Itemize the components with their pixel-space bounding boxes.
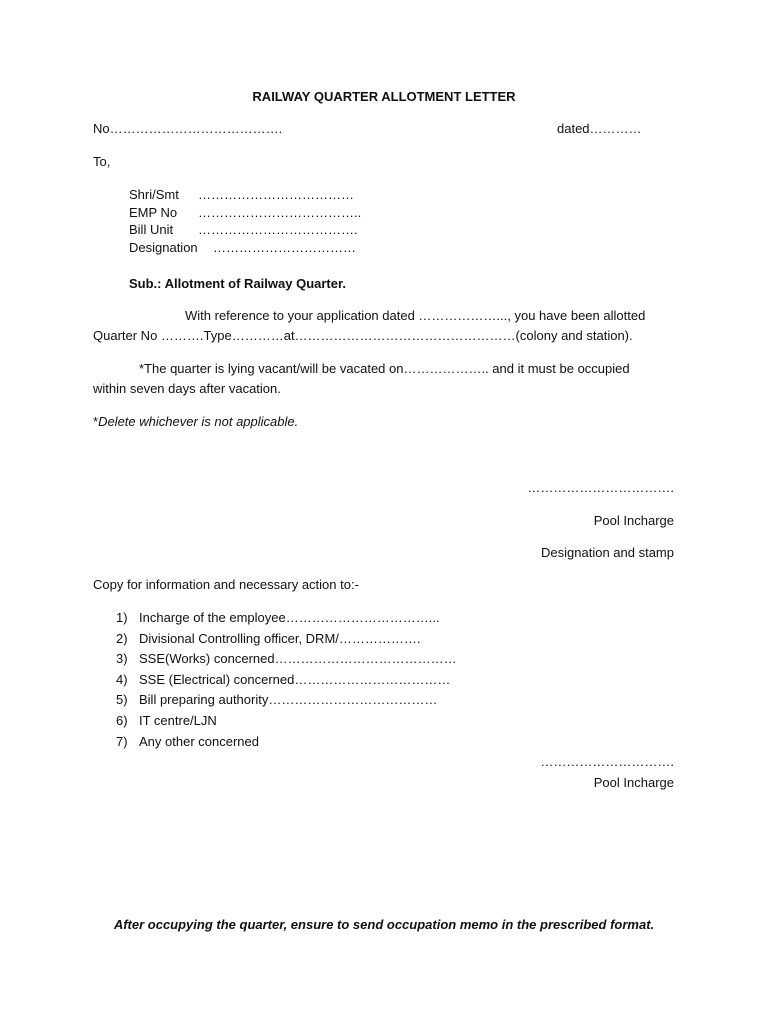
address-value-emp-no: ……………………………….. [198,205,362,220]
copy-list-item: SSE (Electrical) concerned……………………………… [139,672,451,687]
copy-list-number: 5) [116,692,128,707]
copy-list-item: IT centre/LJN [139,713,217,728]
address-value-name: ……………………………… [198,187,354,202]
designation-and-stamp: Designation and stamp [541,545,674,560]
address-label-bill-unit: Bill Unit [129,222,174,237]
pool-incharge-signatory-2: Pool Incharge [593,775,674,790]
note-text: Delete whichever is not applicable. [98,414,299,429]
copy-list-number: 3) [116,651,128,666]
address-label-name: Shri/Smt [129,187,179,202]
body-paragraph-1-line-1: With reference to your application dated ………………..., you have been allotted [185,308,646,323]
copy-list-item: Any other concerned [139,734,259,749]
addressee-to: To, [93,154,111,169]
letter-title: RAILWAY QUARTER ALLOTMENT LETTER [252,89,516,104]
reference-number: No…………………………………. [93,121,283,136]
letter-date: dated………… [557,121,642,136]
address-label-emp-no: EMP No [129,205,178,220]
copy-list-number: 2) [116,631,128,646]
footer-note: After occupying the quarter, ensure to send occupation memo in the prescribed format. [113,917,655,932]
copy-list-number: 7) [116,734,128,749]
copy-heading: Copy for information and necessary action to:- [93,577,359,592]
copy-list-number: 1) [116,610,128,625]
copy-list-item: SSE(Works) concerned…………………………………… [139,651,457,666]
signature-line-2: …………………………. [540,754,674,769]
body-paragraph-1-line-2: Quarter No ……….Type…………at……………………………………………(colony and station). [93,328,633,343]
pool-incharge-signatory-1: Pool Incharge [593,513,674,528]
address-label-designation: Designation [129,240,198,255]
address-value-designation: …………………………… [213,240,356,255]
note-asterisk: * [93,414,99,429]
body-paragraph-2-line-1: *The quarter is lying vacant/will be vacated on……………….. and it must be occupied [139,361,630,376]
signature-line-1: ……………………………. [527,480,674,495]
applicability-note [93,414,298,430]
copy-list-number: 4) [116,672,128,687]
copy-list-item: Bill preparing authority………………………………… [139,692,438,707]
address-value-bill-unit: ………………………………. [198,222,358,237]
copy-list-item: Divisional Controlling officer, DRM/………………. [139,631,421,646]
body-paragraph-2-line-2: within seven days after vacation. [93,381,281,396]
copy-list-item: Incharge of the employee……………………………... [139,610,440,625]
letter-subject: Sub.: Allotment of Railway Quarter. [129,276,346,291]
copy-list-number: 6) [116,713,128,728]
